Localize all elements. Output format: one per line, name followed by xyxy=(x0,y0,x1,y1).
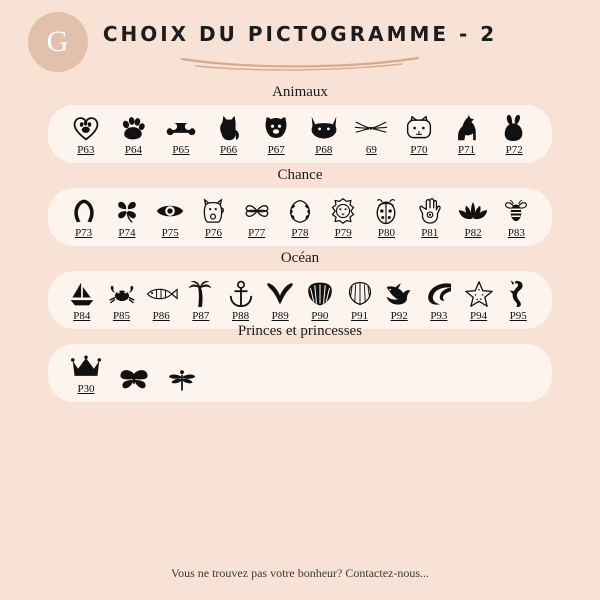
pictogram-code: P84 xyxy=(73,310,91,322)
cat-sitting-icon xyxy=(216,113,242,143)
pictogram-item[interactable] xyxy=(443,113,491,157)
whale-tail-icon xyxy=(265,279,295,309)
lotus-flower-icon xyxy=(457,196,489,226)
pictogram-code: P78 xyxy=(291,227,309,239)
pictogram-code: P72 xyxy=(505,144,523,156)
pictogram-item[interactable] xyxy=(110,365,158,396)
dragonfly-icon xyxy=(168,365,196,395)
cat-head-icon xyxy=(309,113,339,143)
pictogram-item[interactable] xyxy=(300,113,348,157)
pictogram-item[interactable] xyxy=(102,279,142,323)
crab-icon xyxy=(107,279,137,309)
cat-face-outline-icon xyxy=(405,113,433,143)
section-pill xyxy=(48,105,552,163)
pictogram-item[interactable] xyxy=(62,113,110,157)
pictogram-code: P82 xyxy=(464,227,482,239)
page-title: CHOIX DU PICTOGRAMME - 2 xyxy=(102,22,498,46)
cat-whiskers-icon xyxy=(354,113,388,143)
pictogram-item[interactable] xyxy=(322,196,365,240)
pictogram-code: P73 xyxy=(75,227,93,239)
pictogram-item[interactable] xyxy=(451,196,494,240)
pictogram-code: P88 xyxy=(231,310,250,322)
section-pill xyxy=(48,188,552,246)
paw-print-icon xyxy=(119,113,147,143)
section-title: Chance xyxy=(277,167,323,183)
pictogram-item[interactable] xyxy=(300,279,340,323)
pictogram-code: P66 xyxy=(220,144,238,156)
pictogram-code: P77 xyxy=(248,227,266,239)
pictogram-code: 69 xyxy=(365,144,377,156)
clover-outline-icon xyxy=(243,196,271,226)
pictogram-code: P92 xyxy=(390,310,408,322)
pictogram-item[interactable] xyxy=(252,113,300,157)
pictogram-item[interactable] xyxy=(105,196,148,240)
pictogram-code: P71 xyxy=(457,144,476,156)
pictogram-code: P95 xyxy=(509,310,527,322)
pictogram-item[interactable] xyxy=(158,365,206,396)
pictogram-item[interactable] xyxy=(490,113,538,157)
pictogram-item[interactable] xyxy=(110,113,158,157)
pictogram-code: P63 xyxy=(77,144,95,156)
section-chance xyxy=(0,167,600,246)
pictogram-code: P76 xyxy=(204,227,222,239)
pictogram-code: P90 xyxy=(311,310,329,322)
pictogram-item[interactable] xyxy=(419,279,459,323)
rabbit-icon xyxy=(501,113,527,143)
horse-icon xyxy=(453,113,481,143)
pictogram-item[interactable] xyxy=(181,279,221,323)
section-princes-princesses xyxy=(0,323,600,402)
dog-bone-icon xyxy=(166,113,196,143)
pictogram-code: P74 xyxy=(118,227,136,239)
pictogram-item[interactable] xyxy=(365,196,408,240)
pictogram-item[interactable] xyxy=(260,279,300,323)
seahorse-icon xyxy=(507,279,529,309)
pictogram-item[interactable] xyxy=(379,279,419,323)
pictogram-code: P68 xyxy=(315,144,333,156)
hamsa-hand-icon xyxy=(418,196,442,226)
pictogram-item[interactable] xyxy=(149,196,192,240)
lion-head-icon xyxy=(329,196,357,226)
pictogram-code: P91 xyxy=(350,310,369,322)
pictogram-item[interactable] xyxy=(278,196,321,240)
pictogram-item[interactable] xyxy=(192,196,235,240)
footer-text: Vous ne trouvez pas votre bonheur? Contactez-nous... xyxy=(170,566,430,580)
pictogram-item[interactable] xyxy=(495,196,538,240)
logo-letter: G xyxy=(46,25,70,58)
palm-tree-icon xyxy=(188,279,214,309)
pictogram-code: P80 xyxy=(377,227,396,239)
pictogram-code: P70 xyxy=(410,144,428,156)
title-underline-flourish xyxy=(178,55,422,71)
pictogram-code: P75 xyxy=(161,227,179,239)
crown-icon xyxy=(71,352,101,382)
pictogram-item[interactable] xyxy=(395,113,443,157)
pictogram-item[interactable] xyxy=(62,279,102,323)
pictogram-code: P86 xyxy=(152,310,170,322)
pictogram-code: P65 xyxy=(172,144,190,156)
pictogram-item[interactable] xyxy=(221,279,261,323)
section-title: Animaux xyxy=(272,84,328,100)
fish-skeleton-icon xyxy=(144,279,178,309)
horseshoe-icon xyxy=(70,196,98,226)
pictogram-item[interactable] xyxy=(62,196,105,240)
sailboat-icon xyxy=(68,279,96,309)
pictogram-item[interactable] xyxy=(157,113,205,157)
heart-paw-icon xyxy=(72,113,100,143)
section-animaux xyxy=(0,84,600,163)
section-pill xyxy=(48,344,552,402)
pictogram-code: P93 xyxy=(430,310,448,322)
pictogram-item[interactable] xyxy=(235,196,278,240)
pictogram-code: P89 xyxy=(271,310,289,322)
pictogram-code: P30 xyxy=(77,383,95,395)
section-ocean xyxy=(0,250,600,329)
wave-icon xyxy=(425,279,453,309)
maneki-neko-icon xyxy=(200,196,226,226)
pictogram-code: P81 xyxy=(421,227,439,239)
pictogram-code: P87 xyxy=(192,310,210,322)
pug-dog-head-icon xyxy=(262,113,290,143)
section-pill xyxy=(48,271,552,329)
section-title: Océan xyxy=(280,250,320,266)
pictogram-item[interactable] xyxy=(62,352,110,396)
pictogram-item[interactable] xyxy=(348,113,396,157)
pictogram-code: P64 xyxy=(124,144,142,156)
eye-icon xyxy=(155,196,185,226)
pictogram-code: P83 xyxy=(507,227,525,239)
dolphin-icon xyxy=(384,279,414,309)
pictogram-item[interactable] xyxy=(498,279,538,323)
pictogram-item[interactable] xyxy=(408,196,451,240)
four-leaf-clover-icon xyxy=(113,196,141,226)
pictogram-code: P79 xyxy=(334,227,352,239)
butterfly-icon xyxy=(119,365,149,395)
pictogram-code: P67 xyxy=(267,144,285,156)
ladybug-icon xyxy=(374,196,398,226)
bee-icon xyxy=(502,196,530,226)
scallop-shell-icon xyxy=(306,279,334,309)
section-title: Princes et princesses xyxy=(237,323,363,339)
laurel-wreath-icon xyxy=(286,196,314,226)
starfish-icon xyxy=(465,279,493,309)
pictogram-code: P94 xyxy=(469,310,488,322)
anchor-icon xyxy=(228,279,254,309)
pictogram-item[interactable] xyxy=(205,113,253,157)
fan-shell-icon xyxy=(346,279,374,309)
pictogram-item[interactable] xyxy=(340,279,380,323)
pictogram-item[interactable] xyxy=(141,279,181,323)
pictogram-item[interactable] xyxy=(459,279,499,323)
pictogram-code: P85 xyxy=(112,310,131,322)
